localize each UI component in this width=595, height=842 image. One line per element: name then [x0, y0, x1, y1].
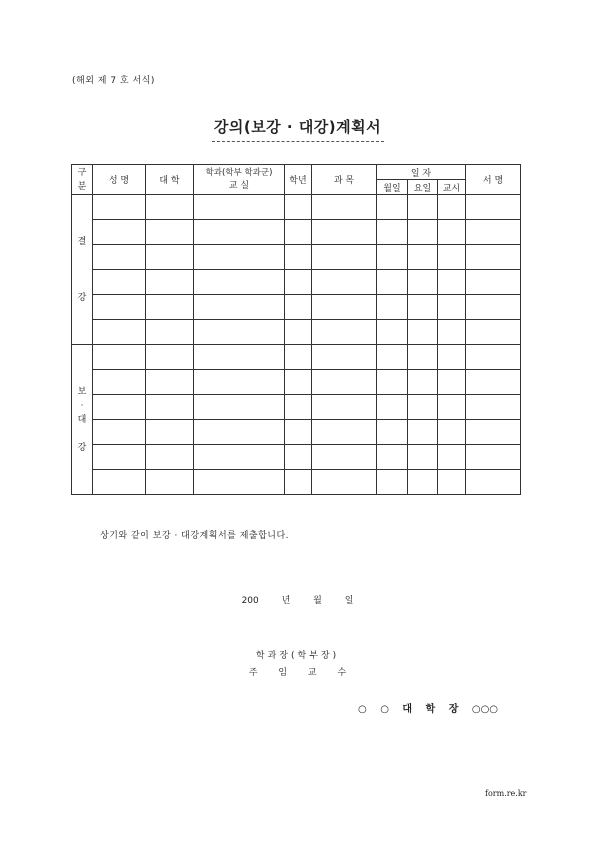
table-cell[interactable] — [312, 395, 377, 420]
table-cell[interactable] — [146, 270, 194, 295]
table-cell[interactable] — [438, 195, 466, 220]
table-cell[interactable] — [93, 420, 146, 445]
table-cell[interactable] — [194, 295, 285, 320]
table-cell[interactable] — [408, 470, 438, 495]
table-cell[interactable] — [408, 295, 438, 320]
table-cell[interactable] — [93, 445, 146, 470]
table-row — [72, 195, 521, 220]
header-schedule: 일 자 — [377, 165, 466, 180]
table-cell[interactable] — [312, 295, 377, 320]
table-cell[interactable] — [93, 195, 146, 220]
table-cell[interactable] — [312, 245, 377, 270]
table-cell[interactable] — [146, 245, 194, 270]
table-cell[interactable] — [408, 320, 438, 345]
table-cell[interactable] — [285, 320, 312, 345]
table-cell[interactable] — [408, 370, 438, 395]
table-cell[interactable] — [377, 245, 408, 270]
table-cell[interactable] — [408, 395, 438, 420]
table-cell[interactable] — [466, 470, 521, 495]
department-head-line: 학과장(학부장) — [255, 651, 340, 661]
header-division: 구 분 — [72, 165, 93, 195]
table-cell[interactable] — [438, 320, 466, 345]
table-cell[interactable] — [194, 320, 285, 345]
table-cell[interactable] — [466, 320, 521, 345]
table-cell[interactable] — [312, 195, 377, 220]
table-cell[interactable] — [146, 395, 194, 420]
table-cell[interactable] — [377, 195, 408, 220]
table-cell[interactable] — [194, 245, 285, 270]
table-cell[interactable] — [194, 420, 285, 445]
table-cell[interactable] — [377, 395, 408, 420]
table-cell[interactable] — [466, 395, 521, 420]
form-number: (해외 제 7 호 서식) — [72, 76, 155, 86]
header-name: 성 명 — [93, 165, 146, 195]
table-cell[interactable] — [285, 445, 312, 470]
table-cell[interactable] — [93, 245, 146, 270]
table-row — [72, 320, 521, 345]
footer-source: form.re.kr — [485, 789, 527, 798]
table-cell[interactable] — [93, 295, 146, 320]
table-cell[interactable] — [146, 345, 194, 370]
table-cell[interactable] — [312, 420, 377, 445]
table-cell[interactable] — [93, 320, 146, 345]
table-cell[interactable] — [285, 295, 312, 320]
table-cell[interactable] — [377, 220, 408, 245]
table-cell[interactable] — [466, 195, 521, 220]
submission-statement: 상기와 같이 보강 · 대강계획서를 제출합니다. — [100, 531, 290, 541]
header-department — [194, 165, 285, 195]
table-cell[interactable] — [93, 395, 146, 420]
header-college: 대 학 — [146, 165, 194, 195]
header-month-day: 월일 — [377, 180, 408, 195]
table-row — [72, 420, 521, 445]
table-cell[interactable] — [377, 445, 408, 470]
table-cell[interactable] — [377, 370, 408, 395]
table-cell[interactable] — [466, 295, 521, 320]
table-cell[interactable] — [93, 470, 146, 495]
table-cell[interactable] — [194, 220, 285, 245]
table-cell[interactable] — [438, 345, 466, 370]
table-cell[interactable] — [466, 345, 521, 370]
table-cell[interactable] — [285, 195, 312, 220]
table-cell[interactable] — [312, 345, 377, 370]
table-row — [72, 245, 521, 270]
table-cell[interactable] — [438, 245, 466, 270]
table-cell[interactable] — [93, 270, 146, 295]
professor-line: 주 임 교 수 — [248, 668, 347, 678]
table-row — [72, 220, 521, 245]
table-cell[interactable] — [285, 220, 312, 245]
header-subject: 과 목 — [312, 165, 377, 195]
header-period: 교시 — [438, 180, 466, 195]
table-cell[interactable] — [466, 370, 521, 395]
table-row — [72, 395, 521, 420]
table-cell[interactable] — [438, 295, 466, 320]
dean-line: ○ ○ 대 학 장 ○○○ — [358, 704, 499, 715]
table-row — [72, 345, 521, 370]
table-cell[interactable] — [377, 470, 408, 495]
table-cell[interactable] — [285, 345, 312, 370]
table-row — [72, 445, 521, 470]
table-cell[interactable] — [408, 345, 438, 370]
section-label: 보 · 대 강 — [72, 345, 93, 495]
date-line: 200 년 월 일 — [241, 596, 354, 606]
table-cell[interactable] — [438, 395, 466, 420]
table-cell[interactable] — [312, 320, 377, 345]
table-cell[interactable] — [466, 270, 521, 295]
table-cell[interactable] — [438, 470, 466, 495]
table-cell[interactable] — [466, 445, 521, 470]
table-cell[interactable] — [93, 220, 146, 245]
section-label: 결 강 — [72, 195, 93, 345]
header-weekday: 요일 — [408, 180, 438, 195]
table-cell[interactable] — [408, 245, 438, 270]
table-cell[interactable] — [194, 345, 285, 370]
header-department-line1: 학과(학부 학과군) — [205, 167, 273, 178]
table-cell[interactable] — [312, 445, 377, 470]
table-cell[interactable] — [466, 420, 521, 445]
table-cell[interactable] — [194, 445, 285, 470]
table-cell[interactable] — [285, 470, 312, 495]
title-underline — [212, 141, 384, 142]
header-grade: 학년 — [285, 165, 312, 195]
table-cell[interactable] — [194, 395, 285, 420]
table-cell[interactable] — [312, 270, 377, 295]
table-cell[interactable] — [194, 470, 285, 495]
table-cell[interactable] — [146, 220, 194, 245]
table-cell[interactable] — [194, 270, 285, 295]
table-cell[interactable] — [466, 245, 521, 270]
table-row — [72, 270, 521, 295]
table-cell[interactable] — [438, 445, 466, 470]
table-cell[interactable] — [285, 245, 312, 270]
plan-table — [71, 164, 521, 495]
table-cell[interactable] — [285, 270, 312, 295]
table-cell[interactable] — [146, 420, 194, 445]
table-cell[interactable] — [438, 220, 466, 245]
table-cell[interactable] — [377, 420, 408, 445]
table-cell[interactable] — [438, 420, 466, 445]
table-cell[interactable] — [438, 270, 466, 295]
table-cell[interactable] — [194, 195, 285, 220]
header-department-line2: 교 실 — [228, 180, 250, 191]
table-cell[interactable] — [285, 395, 312, 420]
table-row — [72, 370, 521, 395]
table-row — [72, 470, 521, 495]
plan-table-container — [71, 164, 520, 495]
table-cell[interactable] — [146, 470, 194, 495]
table-cell[interactable] — [146, 445, 194, 470]
table-cell[interactable] — [312, 470, 377, 495]
table-cell[interactable] — [438, 370, 466, 395]
table-cell[interactable] — [146, 320, 194, 345]
document-title: 강의(보강 · 대강)계획서 — [213, 118, 382, 136]
table-cell[interactable] — [408, 270, 438, 295]
table-row — [72, 295, 521, 320]
table-cell[interactable] — [146, 195, 194, 220]
table-cell[interactable] — [146, 295, 194, 320]
table-cell[interactable] — [377, 270, 408, 295]
table-cell[interactable] — [194, 370, 285, 395]
table-cell[interactable] — [377, 345, 408, 370]
table-cell[interactable] — [93, 370, 146, 395]
table-cell[interactable] — [285, 420, 312, 445]
table-cell[interactable] — [408, 420, 438, 445]
table-cell[interactable] — [408, 195, 438, 220]
table-cell[interactable] — [285, 370, 312, 395]
table-cell[interactable] — [312, 220, 377, 245]
table-cell[interactable] — [377, 320, 408, 345]
table-cell[interactable] — [466, 220, 521, 245]
table-cell[interactable] — [408, 445, 438, 470]
table-cell[interactable] — [146, 370, 194, 395]
table-cell[interactable] — [408, 220, 438, 245]
table-cell[interactable] — [93, 345, 146, 370]
table-cell[interactable] — [312, 370, 377, 395]
header-signature: 서 명 — [466, 165, 521, 195]
table-cell[interactable] — [377, 295, 408, 320]
